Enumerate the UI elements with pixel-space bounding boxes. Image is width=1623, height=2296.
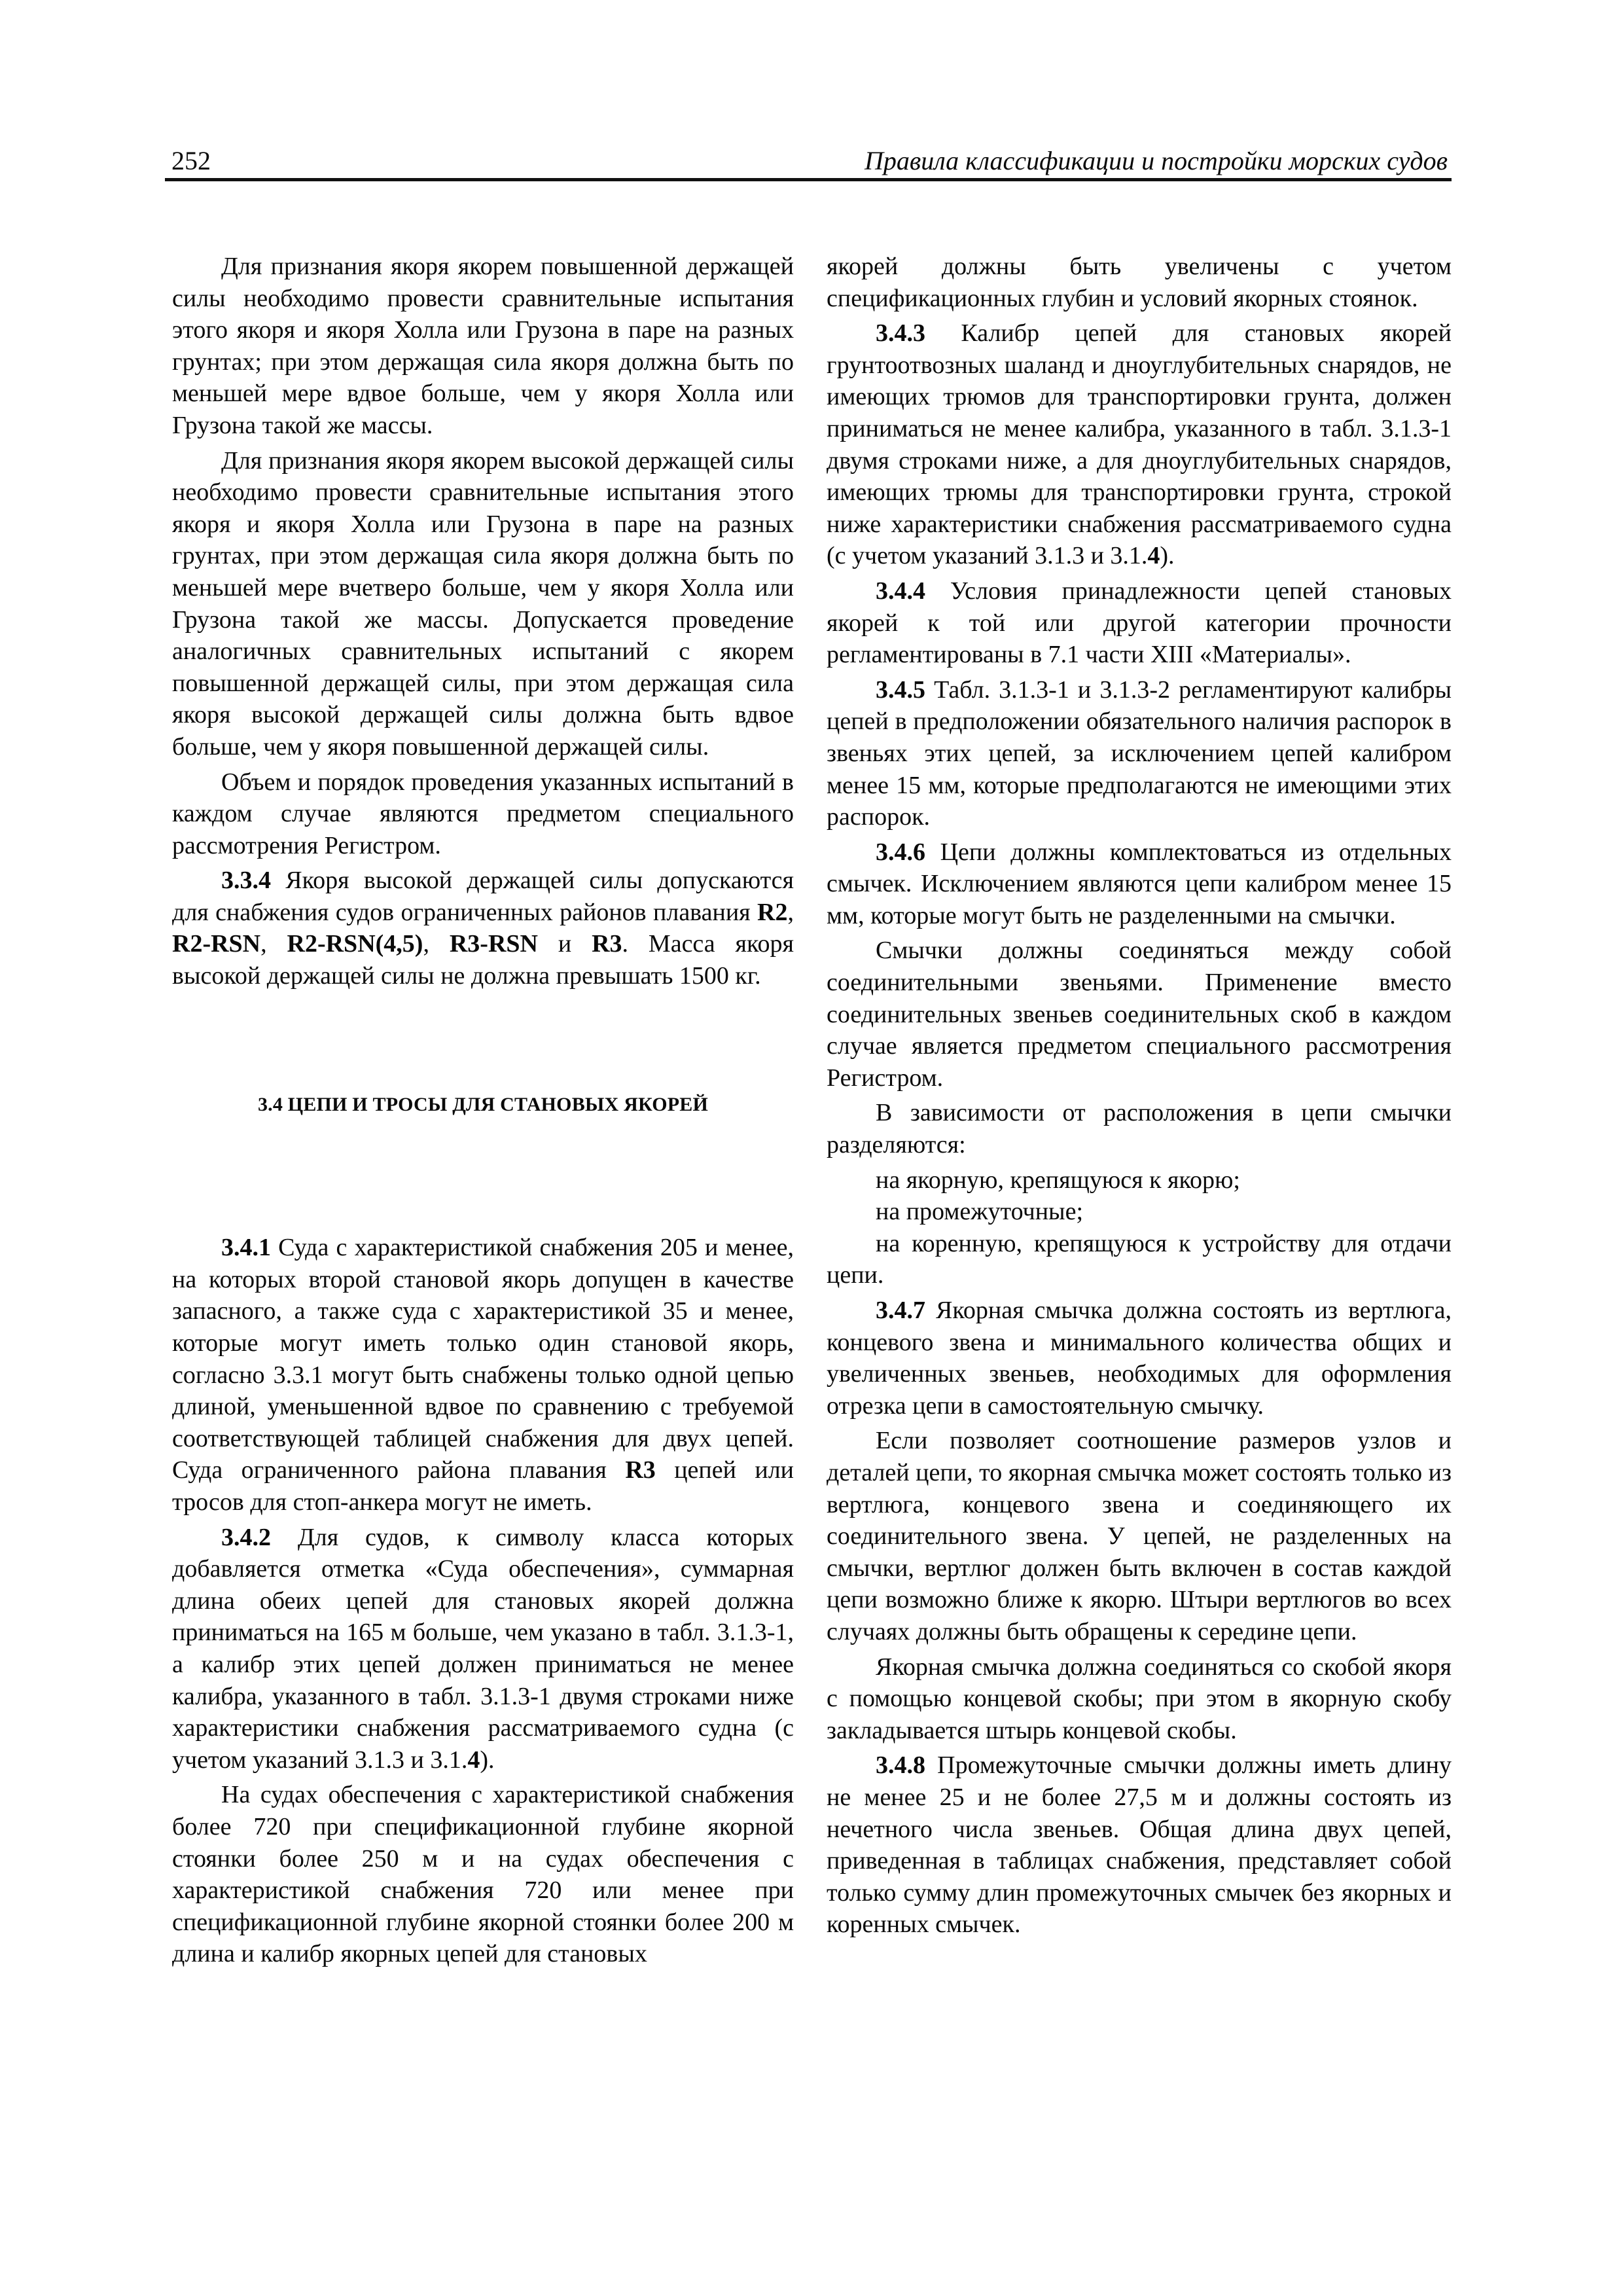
paragraph: Для признания якоря якорем повышенной держащей силы необходимо провести сравнительные испытания этого якоря и якоря Холла или Грузона в паре на разных грунтах; при этом держащая сила якоря должна быть по меньшей мере вдвое больше, чем у якоря Холла или Грузона такой же массы. xyxy=(172,253,794,439)
paragraph: Смычки должны соединяться между собой соединительными звеньями. Применение вместо соединительных звеньев соединительных скоб в каждом случае является предметом специального рассмотрения Регистром. xyxy=(827,937,1452,1092)
paragraph-3-4-6: 3.4.6 Цепи должны комплектоваться из отдельных смычек. Исключением являются цепи калибром менее 15 мм, которые могут быть не разделенными на смычки. xyxy=(827,838,1452,929)
clause-number: 3.3.4 xyxy=(221,867,271,895)
paragraph-3-4-3: 3.4.3 Калибр цепей для становых якорей грунтоотвозных шаланд и дноуглубительных снарядов, не имеющих трюмов для транспортировки грунта, должен приниматься не менее калибра, указанного в табл. 3.1.3-1 двумя строками ниже, а для дноуглубительных снарядов, имеющих трюмы для транспортировки грунта, строкой ниже характеристики снабжения рассматриваемого судна (с учетом указаний 3.1.3 и 3.1.4). xyxy=(827,319,1452,570)
paragraph: Для признания якоря якорем высокой держащей силы необходимо провести сравнительные испытания этого якоря и якоря Холла или Грузона в паре на разных грунтах, при этом держащая сила якоря должна быть по меньшей мере вчетверо больше, чем у якоря Холла или Грузона такой же массы. Допускается проведение аналогичных сравнительных испытаний с якорем повышенной держащей силы, при этом держащая сила якоря высокой держащей силы должна быть вдвое больше, чем у якоря повышенной держащей силы. xyxy=(172,446,794,761)
paragraph-3-3-4: 3.3.4 Якоря высокой держащей силы допускаются для снабжения судов ограниченных районов плавания R2, R2-RSN, R2-RSN(4,5), R3-RSN и R3. Масса якоря высокой держащей силы не должна превышать 1500 кг. xyxy=(172,867,794,990)
paragraph-3-4-2: 3.4.2 Для судов, к символу класса которых добавляется отметка «Суда обеспечения», суммарная длина обеих цепей для становых якорей должна приниматься на 165 м больше, чем указано в табл. 3.1.3-1, а калибр этих цепей должен приниматься не менее калибра, указанного в табл. 3.1.3-1 двумя строками ниже характеристики снабжения рассматриваемого судна (с учетом указаний 3.1.3 и 3.1.4). xyxy=(172,1523,794,1774)
right-column xyxy=(827,251,1452,1944)
paragraph: Объем и порядок проведения указанных испытаний в каждом случае являются предметом специального рассмотрения Регистром. xyxy=(172,768,794,859)
page-number: 252 xyxy=(171,146,211,175)
clause-number: 3.4.6 xyxy=(876,838,925,866)
paragraph-3-4-7: 3.4.7 Якорная смычка должна состоять из вертлюга, концевого звена и минимального количества общих и увеличенных звеньев, необходимых для оформления отрезка цепи в самостоятельную смычку. xyxy=(827,1297,1452,1420)
list-item: на коренную, крепящуюся к устройству для отдачи цепи. xyxy=(827,1229,1452,1289)
clause-number: 3.4.4 xyxy=(876,577,925,605)
clause-number: 3.4.2 xyxy=(221,1523,271,1551)
paragraph-3-4-1: 3.4.1 Суда с характеристикой снабжения 205 и менее, на которых второй становой якорь допущен в качестве запасного, а также суда с характеристикой 35 и менее, которые могут иметь только один становой якорь, согласно 3.3.1 могут быть снабжены только одной цепью длиной, уменьшенной вдвое по сравнению с требуемой соответствующей таблицей снабжения для двух цепей. Суда ограниченного района плавания R3 цепей или тросов для стоп-анкера могут не иметь. xyxy=(172,1234,794,1516)
clause-number: 3.4.3 xyxy=(876,319,925,348)
paragraph: В зависимости от расположения в цепи смычки разделяются: xyxy=(827,1099,1452,1159)
clause-number: 3.4.8 xyxy=(876,1751,925,1780)
list-item: на промежуточные; xyxy=(876,1198,1084,1226)
list-item: на якорную, крепящуюся к якорю; xyxy=(876,1166,1240,1194)
running-title: Правила классификации и постройки морских судов xyxy=(864,146,1448,175)
page-header xyxy=(165,143,1452,179)
clause-number: 3.4.7 xyxy=(876,1297,925,1324)
paragraph: Если позволяет соотношение размеров узлов и деталей цепи, то якорная смычка может состоять только из вертлюга, концевого звена и соединяющего их соединительного звена. У цепей, не разделенных на смычки, вертлюг должен быть включен в состав каждой цепи возможно ближе к якорю. Штыри вертлюгов во всех случаях должны быть обращены к середине цепи. xyxy=(827,1427,1452,1645)
paragraph-continuation: якорей должны быть увеличены с учетом спецификационных глубин и условий якорных стоянок. xyxy=(827,253,1452,312)
clause-number: 3.4.1 xyxy=(221,1234,271,1262)
paragraph-3-4-5: 3.4.5 Табл. 3.1.3-1 и 3.1.3-2 регламентируют калибры цепей в предположении обязательного наличия распорок в звеньях этих цепей, за исключением цепей калибром менее 15 мм, которые предполагаются не имеющими этих распорок. xyxy=(827,675,1452,831)
paragraph: На судах обеспечения с характеристикой снабжения более 720 при спецификационной глубине якорной стоянки более 250 м и на судах обеспечения с характеристикой снабжения 720 или менее при спецификационной глубине якорной стоянки более 200 м длина и калибр якорных цепей для становых xyxy=(172,1781,794,1968)
clause-number: 3.4.5 xyxy=(876,675,925,704)
paragraph-3-4-4: 3.4.4 Условия принадлежности цепей становых якорей к той или другой категории прочности регламентированы в 7.1 части XIII «Материалы». xyxy=(827,577,1452,669)
header-rule xyxy=(165,178,1452,181)
paragraph: Якорная смычка должна соединяться со скобой якоря с помощью концевой скобы; при этом в якорную скобу закладывается штырь концевой скобы. xyxy=(827,1653,1452,1744)
left-column xyxy=(172,251,794,1973)
section-title: 3.4 ЦЕПИ И ТРОСЫ ДЛЯ СТАНОВЫХ ЯКОРЕЙ xyxy=(257,1093,708,1115)
paragraph-3-4-8: 3.4.8 Промежуточные смычки должны иметь длину не менее 25 и не более 27,5 м и должны состоять из нечетного числа звеньев. Общая длина двух цепей, приведенная в таблицах снабжения, представляет собой только сумму длин промежуточных смычек без якорных и коренных смычек. xyxy=(827,1751,1452,1939)
